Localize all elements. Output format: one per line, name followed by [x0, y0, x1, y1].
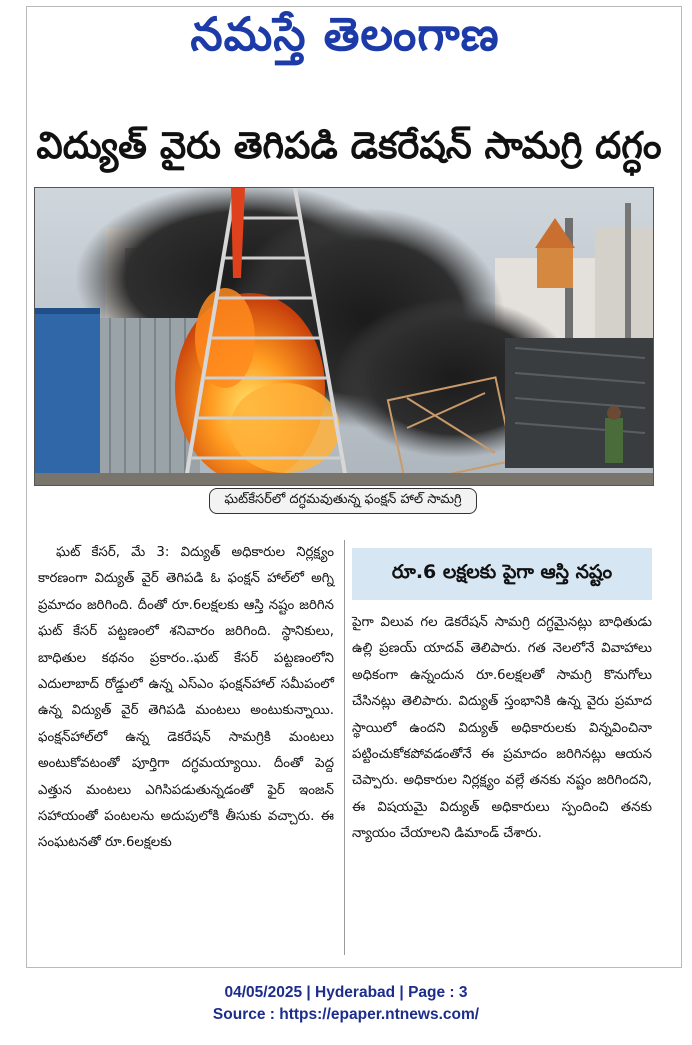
- newspaper-masthead: నమస్తే తెలంగాణ: [190, 7, 500, 61]
- article-body-left: ఘట్ కేసర్, మే 3: విద్యుత్ అధికారుల నిర్లక్ష్యం కారణంగా విద్యుత్ వైర్ తెగిపడి ఓ ఫంక్షన్ హాల్‌లో అగ్ని ప్రమాదం జరిగింది. దీంతో రూ.6లక్షలకు ఆస్తి నష్టం జరిగిన ఘట్ కేసర్ పట్టణంలో శనివారం జరిగింది. స్థానికులు, బాధితుల కథనం ప్రకారం..ఘట్ కేసర్ పట్టణంలోని ఎదులాబాద్ రోడ్డులో ఉన్న ఎస్ఎం ఫంక్షన్‌హాల్ సమీపంలో ఉన్న విద్యుత్ వైర్ తెగిపడి మంటలు అంటుకున్నాయి. ఫంక్షన్‌హాల్‌లో ఉన్న డెకరేషన్ సామగ్రికి మంటలు అంటుకోవటంతో పూర్తిగా దగ్ధమయ్యాయి. దీంతో పెద్ద ఎత్తున మంటలు ఎగిసిపడుతున్నడంతో ఫైర్ ఇంజన్ సహాయంతో పంటలను అదుపులోకి తీసుకు వచ్చారు. ఈ సంఘటనతో రూ.6లక్షలకు: [38, 545, 334, 851]
- edition-line: 04/05/2025 | Hyderabad | Page : 3: [224, 984, 468, 1001]
- article-body-right: పైగా విలువ గల డెకరేషన్ సామగ్రి దగ్ధమైనట్లు బాధితుడు ఉల్లి ప్రణయ్ యాదవ్ తెలిపారు. గత నెలలోనే వివాహాలు అధికంగా ఉన్నందున రూ.6లక్షలతో సామగ్రి కొనుగోలు చేసినట్లు తెలిపారు. విద్యుత్ స్తంభానికి ఉన్న వైరు ప్రమాద స్థాయిలో ఉందని విద్యుత్ అధికారులకు విన్నవించినా పట్టించుకోకపోవడంతోనే ఈ ప్రమాదం జరిగినట్లు ఆయన చెప్పారు. అధికారుల నిర్లక్ష్యం వల్లే తనకు నష్టం జరిగిందని, ఈ విషయమై విద్యుత్ అధికారులు స్పందించి తనకు న్యాయం చేయాలని డిమాండ్ చేశారు.: [352, 615, 652, 842]
- page-footer: [0, 982, 692, 1026]
- source-line: Source : https://epaper.ntnews.com/: [212, 1006, 480, 1023]
- article-subheading: రూ.6 లక్షలకు పైగా ఆస్తి నష్టం: [352, 548, 652, 600]
- fire-photo: [34, 187, 654, 486]
- article-column-right: [352, 610, 652, 848]
- photo-caption-text: ఘట్‌కేసర్‌లో దగ్ధమవుతున్న ఫంక్షన్ హాల్ సామగ్రి: [209, 488, 476, 514]
- article-headline: విద్యుత్ వైరు తెగిపడి డెకరేషన్ సామగ్రి దగ్ధం: [36, 124, 662, 167]
- column-divider: [344, 540, 345, 955]
- photo-caption: [34, 487, 652, 515]
- article-column-left: [38, 540, 334, 857]
